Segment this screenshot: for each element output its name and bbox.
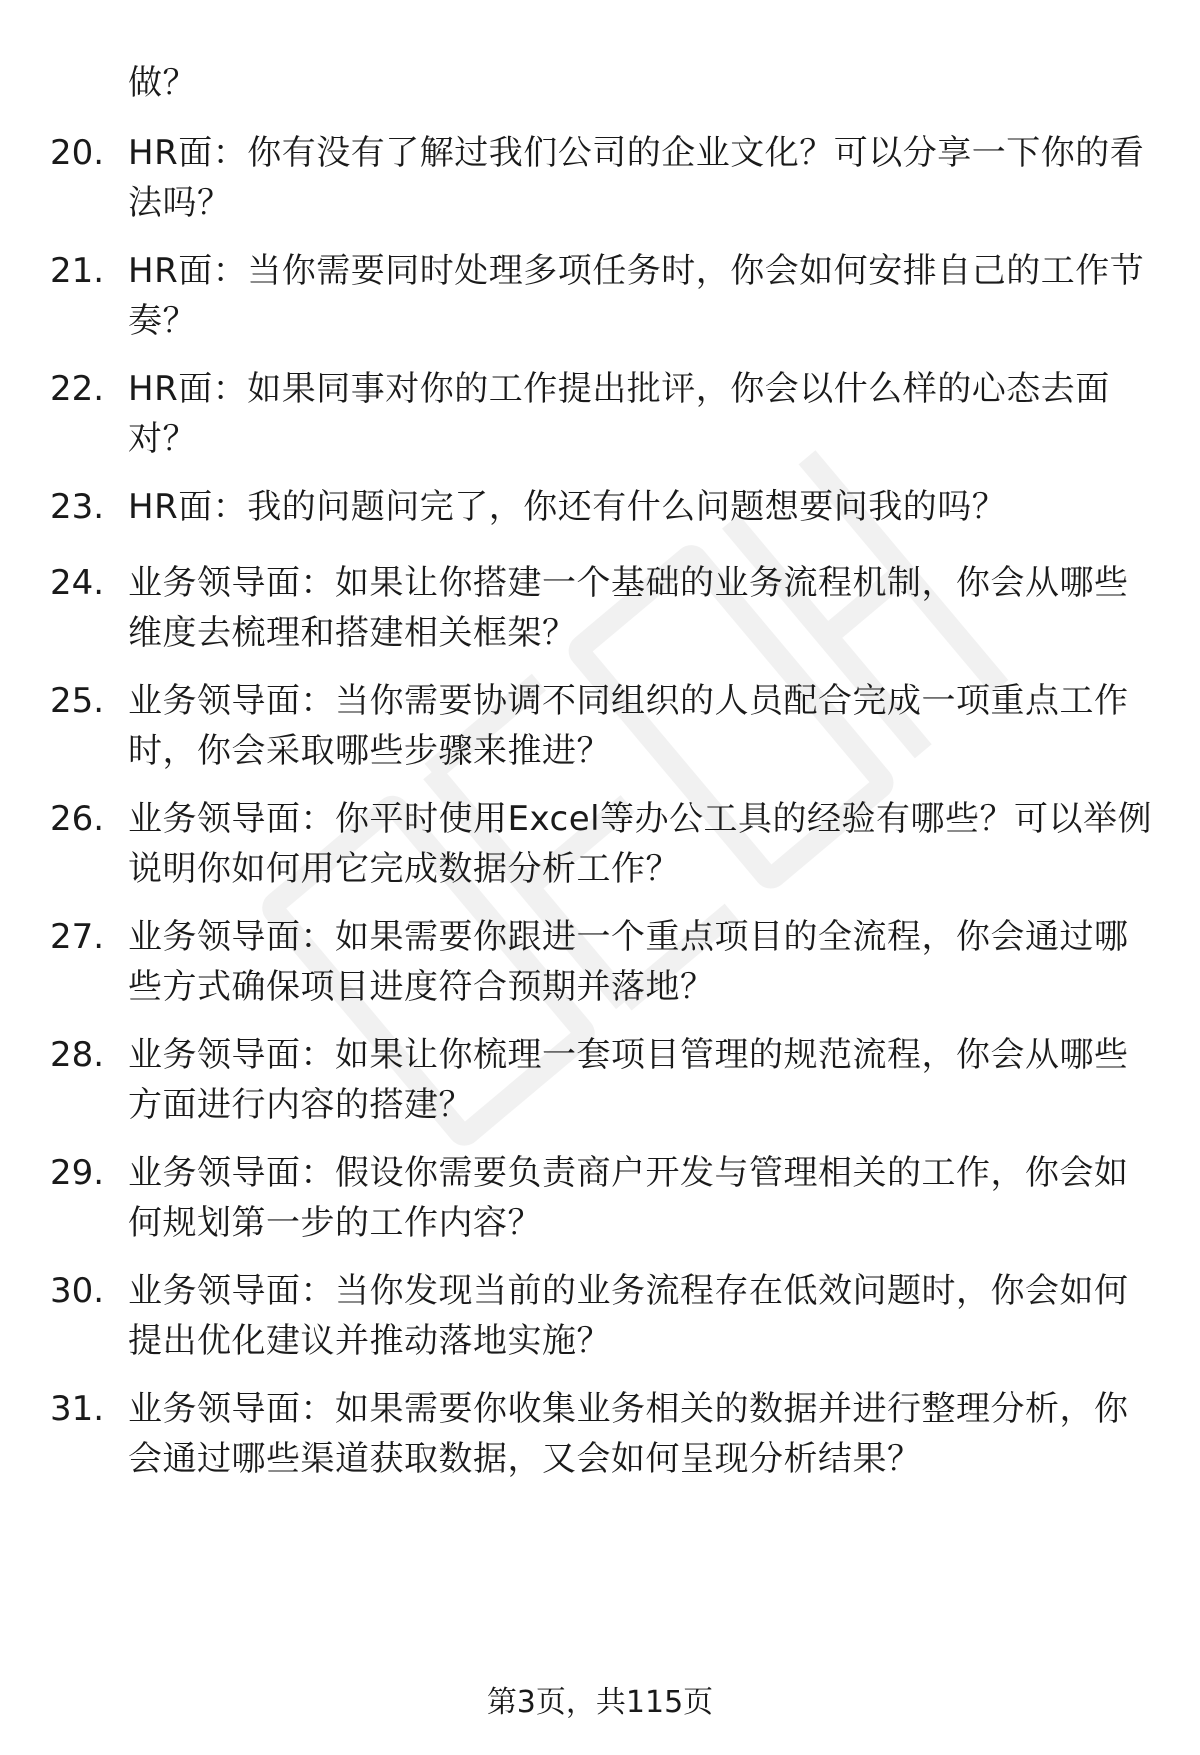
question-number: 28. (50, 1035, 105, 1075)
question-text: 业务领导面：如果需要你跟进一个重点项目的全流程，你会通过哪些方式确保项目进度符合预期并落地？ (128, 917, 1129, 1007)
question-text: HR面：当你需要同时处理多项任务时，你会如何安排自己的工作节奏？ (128, 251, 1145, 341)
question-number: 22. (50, 369, 105, 409)
continued-question-text: 做？ (128, 63, 197, 103)
question-number: 26. (50, 799, 105, 839)
question-number: 31. (50, 1389, 105, 1429)
question-text: 业务领导面：假设你需要负责商户开发与管理相关的工作，你会如何规划第一步的工作内容？ (128, 1153, 1129, 1243)
question-number: 23. (50, 487, 105, 527)
question-number: 24. (50, 563, 105, 603)
question-number: 20. (50, 133, 105, 173)
question-text: 业务领导面：你平时使用Excel等办公工具的经验有哪些？可以举例说明你如何用它完成数据分析工作？ (128, 799, 1153, 889)
question-text: HR面：如果同事对你的工作提出批评，你会以什么样的心态去面对？ (128, 369, 1110, 459)
question-text: 业务领导面：当你发现当前的业务流程存在低效问题时，你会如何提出优化建议并推动落地实施？ (128, 1271, 1129, 1361)
question-text: HR面：我的问题问完了，你还有什么问题想要问我的吗？ (128, 487, 1007, 527)
question-text: HR面：你有没有了解过我们公司的企业文化？可以分享一下你的看法吗？ (128, 133, 1145, 223)
question-text: 业务领导面：当你需要协调不同组织的人员配合完成一项重点工作时，你会采取哪些步骤来推进？ (128, 681, 1129, 771)
question-text: 业务领导面：如果让你梳理一套项目管理的规范流程，你会从哪些方面进行内容的搭建？ (128, 1035, 1129, 1125)
question-text: 业务领导面：如果需要你收集业务相关的数据并进行整理分析，你会通过哪些渠道获取数据，又会如何呈现分析结果？ (128, 1389, 1129, 1479)
question-text: 业务领导面：如果让你搭建一个基础的业务流程机制，你会从哪些维度去梳理和搭建相关框架？ (128, 563, 1129, 653)
question-number: 21. (50, 251, 105, 291)
question-number: 25. (50, 681, 105, 721)
page-footer: 第3页，共115页 (486, 1685, 714, 1720)
question-number: 29. (50, 1153, 105, 1193)
question-number: 30. (50, 1271, 105, 1311)
question-number: 27. (50, 917, 105, 957)
